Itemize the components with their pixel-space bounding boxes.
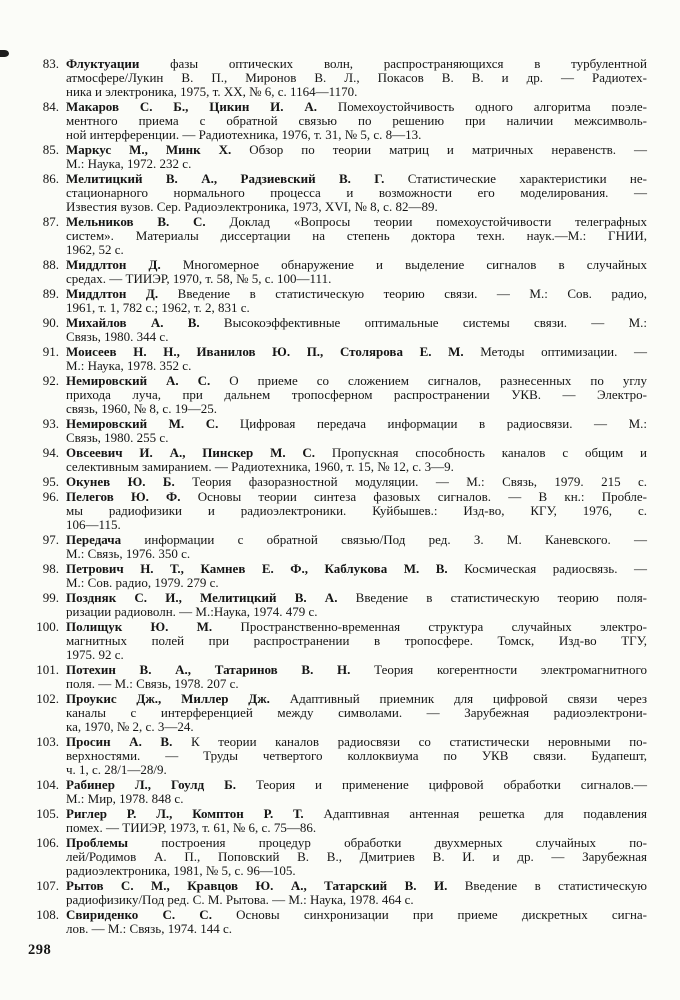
reference-body bbox=[66, 345, 647, 373]
reference-entry bbox=[22, 446, 647, 474]
reference-entry bbox=[22, 879, 647, 907]
reference-body bbox=[66, 778, 647, 806]
reference-authors: Немировский А. С. bbox=[66, 373, 211, 388]
reference-line bbox=[66, 836, 647, 850]
reference-number: 98. bbox=[42, 561, 59, 576]
reference-text: Методы оптимизации. — bbox=[480, 344, 648, 359]
reference-line: систем». Материалы диссертации на степень доктора техн. наук.—М.: ГНИИ, bbox=[66, 228, 647, 243]
reference-line: прихода луча, при дальнем тропосферном распространении УКВ. — Электро- bbox=[66, 387, 647, 402]
reference-authors: Полищук Ю. М. bbox=[66, 619, 213, 634]
reference-text: Адаптивная антенная решетка для подавления bbox=[323, 806, 648, 821]
reference-text: Пространственно-временная структура случайных электро- bbox=[240, 619, 647, 634]
reference-text: Космическая радиосвязь. — bbox=[464, 561, 647, 576]
reference-authors: Немировский М. С. bbox=[66, 416, 219, 431]
reference-text: Теория когерентности электромагнитного bbox=[374, 662, 648, 677]
reference-line bbox=[66, 215, 647, 229]
reference-line bbox=[66, 417, 647, 431]
reference-text: Основы теории синтеза фазовых сигналов. — В кн.: Пробле- bbox=[197, 489, 647, 504]
reference-line bbox=[66, 345, 647, 359]
reference-number: 96. bbox=[42, 489, 59, 504]
reference-line: ризации радиоволн. — М.:Наука, 1974. 479 с. bbox=[66, 604, 318, 619]
reference-text: Пропускная способность каналов с общим и bbox=[331, 445, 648, 460]
reference-body bbox=[66, 57, 647, 99]
reference-line: мы радиофизики и радиоэлектроники. Куйбышев.: Изд-во, КГУ, 1976, с. bbox=[66, 503, 647, 518]
reference-list bbox=[22, 57, 647, 936]
reference-line bbox=[66, 562, 647, 576]
reference-text: информации с обратной связью/Под ред. З. М. Каневского. — bbox=[144, 532, 648, 547]
reference-line: 1962, 52 с. bbox=[66, 242, 124, 257]
reference-number: 95. bbox=[42, 474, 59, 489]
reference-text: Введение в статистическую bbox=[464, 878, 648, 893]
reference-authors: Потехин В. А., Татаринов В. Н. bbox=[66, 662, 351, 677]
reference-line: радиоэлектроника, 1981, № 5, с. 96—105. bbox=[66, 863, 296, 878]
reference-entry bbox=[22, 663, 647, 691]
reference-line bbox=[66, 620, 647, 634]
reference-authors: Свириденко С. С. bbox=[66, 907, 212, 922]
reference-number: 84. bbox=[42, 99, 59, 114]
reference-body bbox=[66, 562, 647, 590]
reference-body bbox=[66, 490, 647, 532]
reference-line bbox=[66, 533, 647, 547]
reference-line: селективным замиранием. — Радиотехника, 1960, т. 15, № 12, с. 3—9. bbox=[66, 459, 454, 474]
reference-authors: Пелегов Ю. Ф. bbox=[66, 489, 181, 504]
reference-number: 99. bbox=[42, 590, 59, 605]
reference-body bbox=[66, 446, 647, 474]
reference-line: верхностями. — Труды четвертого коллоквиума по УКВ связи. Будапешт, bbox=[66, 748, 647, 763]
reference-body bbox=[66, 417, 647, 445]
reference-body bbox=[66, 663, 647, 691]
reference-number: 85. bbox=[42, 142, 59, 157]
reference-entry bbox=[22, 316, 647, 344]
reference-authors: Моисеев Н. Н., Иванилов Ю. П., Столярова Е. М. bbox=[66, 344, 464, 359]
reference-line: радиофизику/Под ред. С. М. Рытова. — М.: Наука, 1978. 464 с. bbox=[66, 892, 414, 907]
reference-body bbox=[66, 879, 647, 907]
reference-line: М.: Сов. радио, 1979. 279 с. bbox=[66, 575, 219, 590]
reference-line bbox=[66, 287, 647, 301]
reference-entry bbox=[22, 836, 647, 878]
reference-authors: Миддлтон Д. bbox=[66, 257, 161, 272]
reference-body bbox=[66, 836, 647, 878]
reference-line: ч. 1, с. 28/1—28/9. bbox=[66, 762, 167, 777]
reference-line bbox=[66, 143, 647, 157]
reference-entry bbox=[22, 57, 647, 99]
reference-text: Высокоэффективные оптимальные системы связи. — М.: bbox=[223, 315, 647, 330]
reference-body bbox=[66, 475, 647, 489]
reference-number: 103. bbox=[36, 734, 59, 749]
reference-entry bbox=[22, 735, 647, 777]
reference-line: связь, 1960, № 8, с. 19—25. bbox=[66, 401, 217, 416]
reference-number: 89. bbox=[42, 286, 59, 301]
reference-line bbox=[66, 446, 647, 460]
reference-number: 107. bbox=[36, 878, 59, 893]
reference-entry bbox=[22, 490, 647, 532]
reference-line bbox=[66, 258, 647, 272]
reference-line: ника и электроника, 1975, т. XX, № 6, с. 1164—1170. bbox=[66, 84, 358, 99]
reference-line bbox=[66, 735, 647, 749]
reference-authors: Окунев Ю. Б. bbox=[66, 474, 175, 489]
reference-text: О приеме со сложением сигналов, разнесенных по углу bbox=[229, 373, 647, 388]
reference-line: стационарного нормального процесса и возможности его моделирования. — bbox=[66, 185, 647, 200]
reference-text: К теории каналов радиосвязи со статистически неровными по- bbox=[190, 734, 647, 749]
reference-text: Цифровая передача информации в радиосвязи. — М.: bbox=[239, 416, 648, 431]
reference-text: Основы синхронизации при приеме дискретных сигна- bbox=[236, 907, 648, 922]
reference-line: поля. — М.: Связь, 1978. 207 с. bbox=[66, 676, 239, 691]
reference-entry bbox=[22, 258, 647, 286]
reference-authors: Макаров С. Б., Цикин И. А. bbox=[66, 99, 317, 114]
reference-number: 87. bbox=[42, 214, 59, 229]
reference-entry bbox=[22, 345, 647, 373]
reference-line: М.: Связь, 1976. 350 с. bbox=[66, 546, 191, 561]
reference-body bbox=[66, 591, 647, 619]
reference-entry bbox=[22, 100, 647, 142]
reference-line: 106—115. bbox=[66, 517, 121, 532]
reference-body bbox=[66, 172, 647, 214]
reference-authors: Петрович Н. Т., Камнев Е. Ф., Каблукова М. В. bbox=[66, 561, 448, 576]
reference-authors: Флуктуации bbox=[66, 56, 140, 71]
reference-text: Доклад «Вопросы теории помехоустойчивости телеграфных bbox=[229, 214, 648, 229]
reference-line: Связь, 1980. 255 с. bbox=[66, 430, 169, 445]
reference-line: Связь, 1980. 344 с. bbox=[66, 329, 169, 344]
reference-line: атмосфере/Лукин В. П., Миронов В. Л., Покасов В. В. и др. — Радиотех- bbox=[66, 70, 647, 85]
reference-entry bbox=[22, 417, 647, 445]
reference-number: 94. bbox=[42, 445, 59, 460]
reference-authors: Проукис Дж., Миллер Дж. bbox=[66, 691, 270, 706]
reference-line: лей/Родимов А. П., Поповский В. В., Дмитриев В. И. и др. — Зарубежная bbox=[66, 849, 647, 864]
reference-body bbox=[66, 807, 647, 835]
reference-number: 108. bbox=[36, 907, 59, 922]
reference-entry bbox=[22, 172, 647, 214]
reference-number: 93. bbox=[42, 416, 59, 431]
reference-line bbox=[66, 879, 647, 893]
reference-entry bbox=[22, 287, 647, 315]
reference-line bbox=[66, 490, 647, 504]
reference-line bbox=[66, 692, 647, 706]
reference-entry bbox=[22, 807, 647, 835]
reference-line: ка, 1970, № 2, с. 3—24. bbox=[66, 719, 194, 734]
reference-text: фазы оптических волн, распространяющихся в турбулентной bbox=[170, 56, 647, 71]
reference-line bbox=[66, 591, 647, 605]
reference-text: Адаптивный приемник для цифровой связи через bbox=[289, 691, 648, 706]
reference-entry bbox=[22, 143, 647, 171]
reference-line: лов. — М.: Связь, 1974. 144 с. bbox=[66, 921, 232, 936]
reference-number: 86. bbox=[42, 171, 59, 186]
reference-number: 100. bbox=[36, 619, 59, 634]
reference-line: каналы с интерференцией между символами. — Зарубежная радиоэлектрони- bbox=[66, 705, 647, 720]
reference-line: М.: Наука, 1978. 352 с. bbox=[66, 358, 192, 373]
reference-body bbox=[66, 100, 647, 142]
reference-line bbox=[66, 172, 647, 186]
reference-number: 102. bbox=[36, 691, 59, 706]
reference-number: 97. bbox=[42, 532, 59, 547]
reference-line: М.: Мир, 1978. 848 с. bbox=[66, 791, 184, 806]
reference-authors: Мелитицкий В. А., Радзиевский В. Г. bbox=[66, 171, 385, 186]
reference-authors: Поздняк С. И., Мелитицкий В. А. bbox=[66, 590, 338, 605]
reference-line: 1975. 92 с. bbox=[66, 647, 124, 662]
reference-entry bbox=[22, 908, 647, 936]
reference-text: Статистические характеристики не- bbox=[407, 171, 647, 186]
reference-authors: Михайлов А. В. bbox=[66, 315, 200, 330]
reference-text: Теория и применение цифровой обработки сигналов.— bbox=[255, 777, 648, 792]
reference-number: 90. bbox=[42, 315, 59, 330]
reference-entry bbox=[22, 533, 647, 561]
reference-body bbox=[66, 533, 647, 561]
reference-line bbox=[66, 475, 647, 489]
reference-authors: Маркус М., Минк Х. bbox=[66, 142, 232, 157]
reference-authors: Мельников В. С. bbox=[66, 214, 206, 229]
reference-entry bbox=[22, 475, 647, 489]
reference-entry bbox=[22, 692, 647, 734]
reference-body bbox=[66, 287, 647, 315]
scan-artifact bbox=[0, 50, 9, 57]
reference-authors: Проблемы bbox=[66, 835, 129, 850]
page-number: 298 bbox=[28, 942, 52, 958]
reference-text: Введение в статистическую теорию связи. — М.: Сов. радио, bbox=[177, 286, 648, 301]
reference-body bbox=[66, 374, 647, 416]
reference-body bbox=[66, 620, 647, 662]
reference-text: Многомерное обнаружение и выделение сигналов в случайных bbox=[182, 257, 648, 272]
reference-line bbox=[66, 316, 647, 330]
reference-text: Обзор по теории матриц и матричных неравенств. — bbox=[249, 142, 647, 157]
reference-line: 1961, т. 1, 782 с.; 1962, т. 2, 831 с. bbox=[66, 300, 250, 315]
reference-text: Теория фазоразностной модуляции. — М.: Связь, 1979. 215 с. bbox=[192, 474, 648, 489]
reference-entry bbox=[22, 215, 647, 257]
reference-line: ной интерференции. — Радиотехника, 1976, т. 31, № 5, с. 8—13. bbox=[66, 127, 422, 142]
reference-body bbox=[66, 908, 647, 936]
reference-line bbox=[66, 807, 647, 821]
reference-number: 106. bbox=[36, 835, 59, 850]
reference-line: магнитных полей при распространении в тропосфере. Томск, Изд-во ТГУ, bbox=[66, 633, 647, 648]
reference-number: 92. bbox=[42, 373, 59, 388]
reference-line bbox=[66, 374, 647, 388]
reference-line bbox=[66, 908, 647, 922]
reference-body bbox=[66, 258, 647, 286]
reference-number: 101. bbox=[36, 662, 59, 677]
reference-body bbox=[66, 215, 647, 257]
reference-body bbox=[66, 143, 647, 171]
reference-authors: Риглер Р. Л., Комптон Р. Т. bbox=[66, 806, 304, 821]
reference-authors: Передача bbox=[66, 532, 122, 547]
reference-authors: Рытов С. М., Кравцов Ю. А., Татарский В. И. bbox=[66, 878, 448, 893]
reference-line: М.: Наука, 1972. 232 с. bbox=[66, 156, 192, 171]
reference-line bbox=[66, 778, 647, 792]
reference-entry bbox=[22, 374, 647, 416]
reference-number: 105. bbox=[36, 806, 59, 821]
reference-line bbox=[66, 663, 647, 677]
reference-authors: Овсеевич И. А., Пинскер М. С. bbox=[66, 445, 316, 460]
reference-authors: Миддлтон Д. bbox=[66, 286, 159, 301]
reference-authors: Просин А. В. bbox=[66, 734, 173, 749]
reference-text: Введение в статистическую теорию поля- bbox=[355, 590, 648, 605]
reference-entry bbox=[22, 591, 647, 619]
reference-number: 88. bbox=[42, 257, 59, 272]
reference-number: 91. bbox=[42, 344, 59, 359]
reference-text: Помехоустойчивость одного алгоритма поэле- bbox=[337, 99, 648, 114]
reference-entry bbox=[22, 778, 647, 806]
reference-line: ментного приема с обратной связью по решению при наличии межсимволь- bbox=[66, 113, 647, 128]
reference-line: Известия вузов. Сер. Радиоэлектроника, 1973, XVI, № 8, с. 82—89. bbox=[66, 199, 438, 214]
reference-line bbox=[66, 57, 647, 71]
reference-body bbox=[66, 735, 647, 777]
reference-number: 104. bbox=[36, 777, 59, 792]
reference-entry bbox=[22, 562, 647, 590]
reference-text: построения процедур обработки двухмерных случайных по- bbox=[161, 835, 647, 850]
reference-line bbox=[66, 100, 647, 114]
reference-line: средах. — ТИИЭР, 1970, т. 58, № 5, с. 100—111. bbox=[66, 271, 332, 286]
reference-authors: Рабинер Л., Гоулд Б. bbox=[66, 777, 236, 792]
reference-number: 83. bbox=[42, 56, 59, 71]
reference-entry bbox=[22, 620, 647, 662]
reference-body bbox=[66, 316, 647, 344]
reference-body bbox=[66, 692, 647, 734]
reference-line: помех. — ТИИЭР, 1973, т. 61, № 6, с. 75—86. bbox=[66, 820, 317, 835]
